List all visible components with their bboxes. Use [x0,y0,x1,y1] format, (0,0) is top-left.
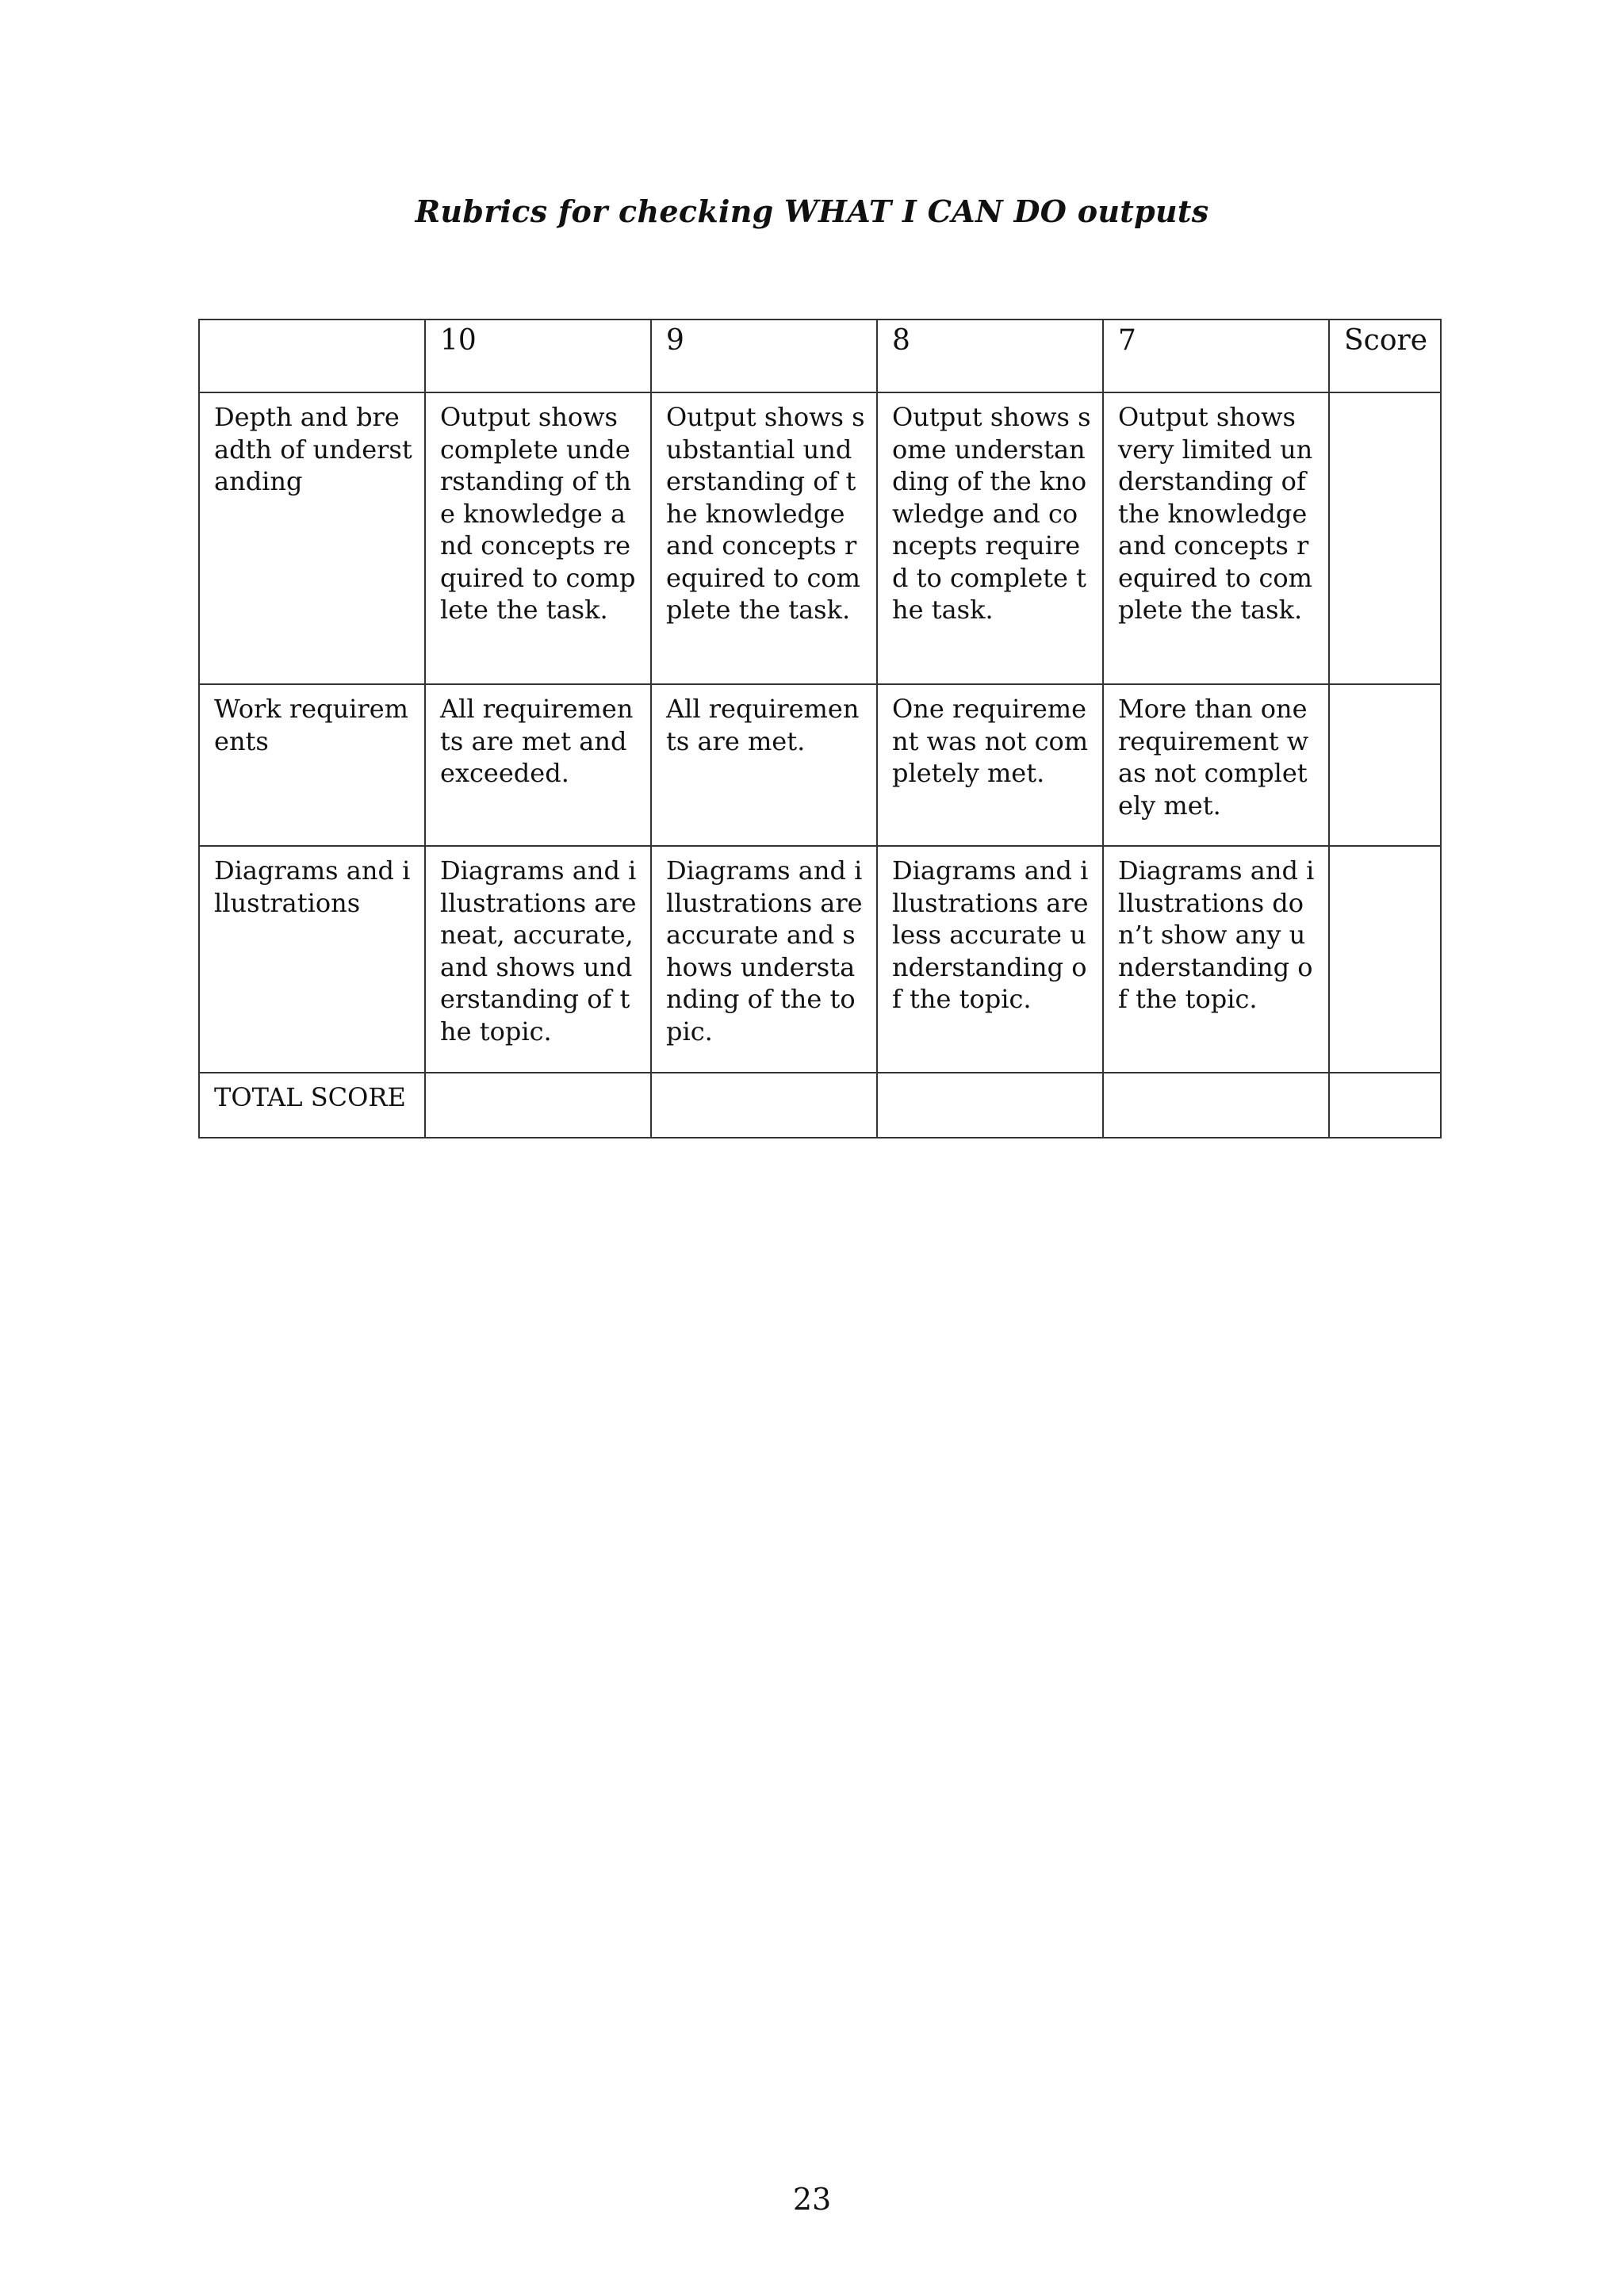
table-row-total [199,1073,1441,1138]
table-header-row [199,320,1441,392]
table-row [199,846,1441,1073]
table-row [199,392,1441,684]
rubric-cell: Output shows some understanding of the knowledge and concepts required to complete the task. [877,392,1103,684]
rubric-cell: Diagrams and illustrations are neat, accurate, and shows understanding of the topic. [425,846,651,1073]
page-number: 23 [792,2182,832,2217]
criterion-cell: Work requirements [199,684,425,846]
header-cell-score-8: 8 [877,320,1103,392]
rubric-cell: Diagrams and illustrations don’t show any understanding of the topic. [1103,846,1329,1073]
header-cell-criterion [199,320,425,392]
header-cell-score-9: 9 [651,320,877,392]
rubric-cell: All requirements are met and exceeded. [425,684,651,846]
rubric-table [198,319,1442,1138]
score-cell [1329,846,1441,1073]
table-row [199,684,1441,846]
rubric-cell: Diagrams and illustrations are less accurate understanding of the topic. [877,846,1103,1073]
rubric-cell [651,1073,877,1138]
rubric-cell [1103,1073,1329,1138]
criterion-cell: Depth and breadth of understanding [199,392,425,684]
rubric-cell [425,1073,651,1138]
score-cell [1329,392,1441,684]
rubric-cell [877,1073,1103,1138]
criterion-cell: Diagrams and illustrations [199,846,425,1073]
header-cell-score-10: 10 [425,320,651,392]
rubric-cell: More than one requirement was not completely met. [1103,684,1329,846]
rubric-cell: One requirement was not completely met. [877,684,1103,846]
rubric-cell: All requirements are met. [651,684,877,846]
page-title: Rubrics for checking WHAT I CAN DO outputs [415,193,1209,229]
rubric-cell: Output shows complete understanding of the knowledge and concepts required to complete the task. [425,392,651,684]
score-cell [1329,1073,1441,1138]
header-cell-score-7: 7 [1103,320,1329,392]
criterion-cell: TOTAL SCORE [199,1073,425,1138]
score-cell [1329,684,1441,846]
rubric-cell: Output shows substantial understanding of the knowledge and concepts required to complete the task. [651,392,877,684]
header-cell-score: Score [1329,320,1441,392]
rubric-cell: Diagrams and illustrations are accurate and shows understanding of the topic. [651,846,877,1073]
rubric-cell: Output shows very limited understanding of the knowledge and concepts required to complete the task. [1103,392,1329,684]
